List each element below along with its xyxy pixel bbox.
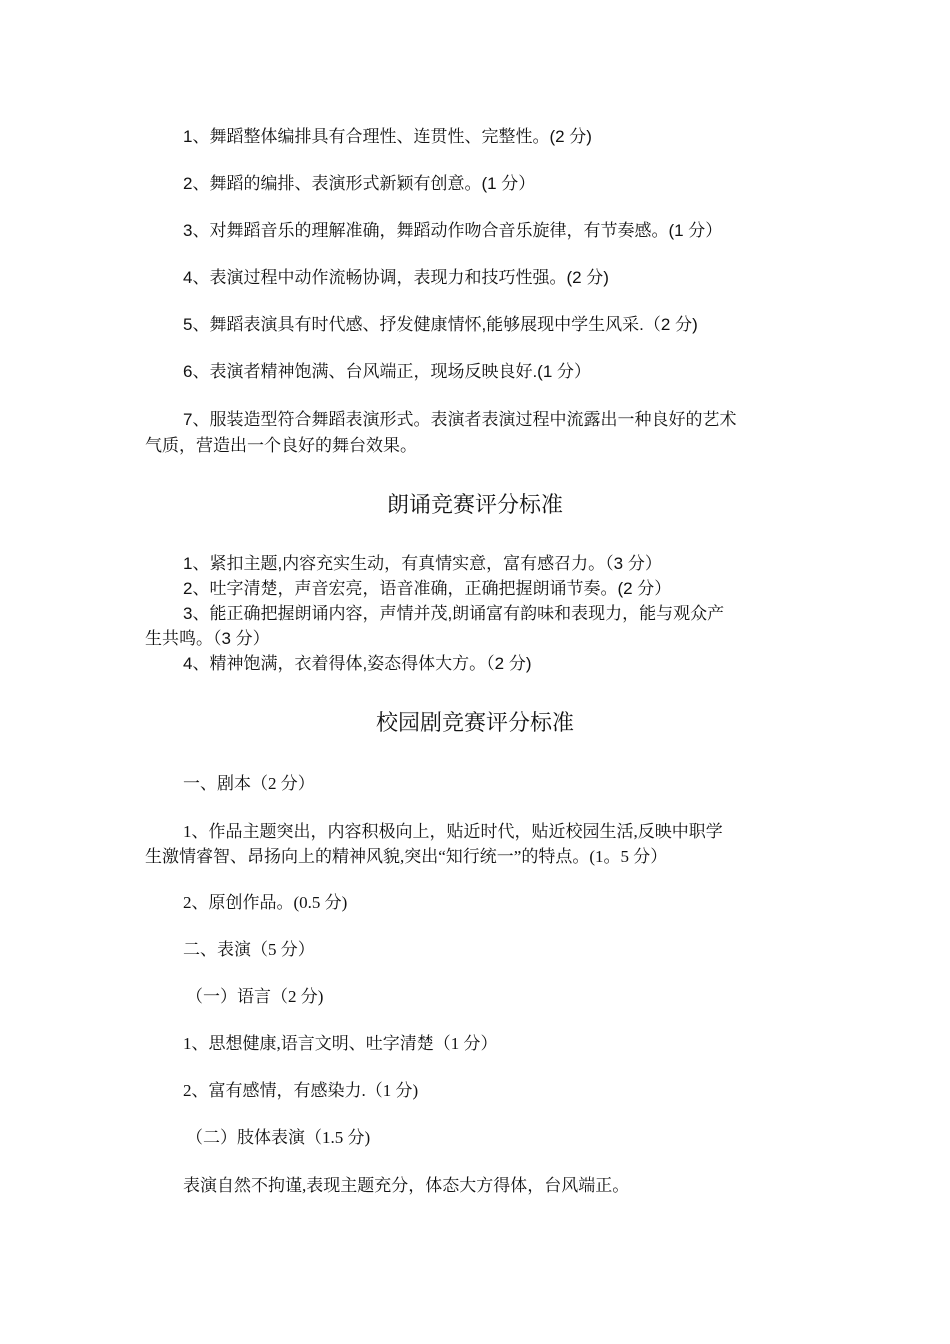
drama-title: 校园剧竞赛评分标准 — [375, 710, 574, 735]
drama-script-criterion-2: 2、原创作品。(0.5 分) — [183, 893, 348, 912]
dance-criterion-7-line1: 7、服装造型符合舞蹈表演形式。表演者表演过程中流露出一种良好的艺术 — [183, 410, 737, 429]
drama-script-criterion-1-line2: 生激情睿智、昂扬向上的精神风貌,突出“知行统一”的特点。(1。5 分） — [145, 847, 668, 866]
recitation-criterion-3-line1: 3、能正确把握朗诵内容，声情并茂,朗诵富有韵味和表现力，能与观众产 — [183, 604, 725, 623]
dance-criterion-4: 4、表演过程中动作流畅协调，表现力和技巧性强。(2 分) — [183, 268, 609, 287]
dance-criterion-2: 2、舞蹈的编排、表演形式新颖有创意。(1 分） — [183, 174, 536, 193]
recitation-criterion-3-line2: 生共鸣。（3 分） — [145, 629, 270, 648]
drama-body-performance-text: 表演自然不拘谨,表现主题充分，体态大方得体，台风端正。 — [183, 1176, 630, 1195]
recitation-criterion-1: 1、紧扣主题,内容充实生动，有真情实意，富有感召力。（3 分） — [183, 554, 662, 573]
drama-subsection-language: （一）语言（2 分) — [186, 987, 324, 1006]
dance-criterion-5: 5、舞蹈表演具有时代感、抒发健康情怀,能够展现中学生风采.（2 分) — [183, 315, 698, 334]
dance-criterion-6: 6、表演者精神饱满、台风端正，现场反映良好.(1 分） — [183, 362, 592, 381]
drama-script-criterion-1-line1: 1、作品主题突出，内容积极向上，贴近时代，贴近校园生活,反映中职学 — [183, 822, 723, 841]
recitation-title: 朗诵竞赛评分标准 — [386, 492, 563, 517]
dance-criterion-3: 3、对舞蹈音乐的理解准确，舞蹈动作吻合音乐旋律，有节奏感。(1 分） — [183, 221, 723, 240]
drama-section-script: 一、剧本（2 分） — [183, 774, 315, 793]
drama-section-performance: 二、表演（5 分） — [183, 940, 315, 959]
dance-criterion-7-line2: 气质，营造出一个良好的舞台效果。 — [145, 436, 417, 455]
drama-subsection-body-performance: （二）肢体表演（1.5 分) — [186, 1128, 371, 1147]
drama-language-criterion-2: 2、富有感情，有感染力.（1 分) — [183, 1081, 419, 1100]
recitation-criterion-4: 4、精神饱满，衣着得体,姿态得体大方。（2 分) — [183, 654, 532, 673]
drama-language-criterion-1: 1、思想健康,语言文明、吐字清楚（1 分） — [183, 1034, 498, 1053]
recitation-criterion-2: 2、吐字清楚，声音宏亮，语音准确，正确把握朗诵节奏。(2 分） — [183, 579, 672, 598]
dance-criterion-1: 1、舞蹈整体编排具有合理性、连贯性、完整性。(2 分) — [183, 127, 592, 146]
